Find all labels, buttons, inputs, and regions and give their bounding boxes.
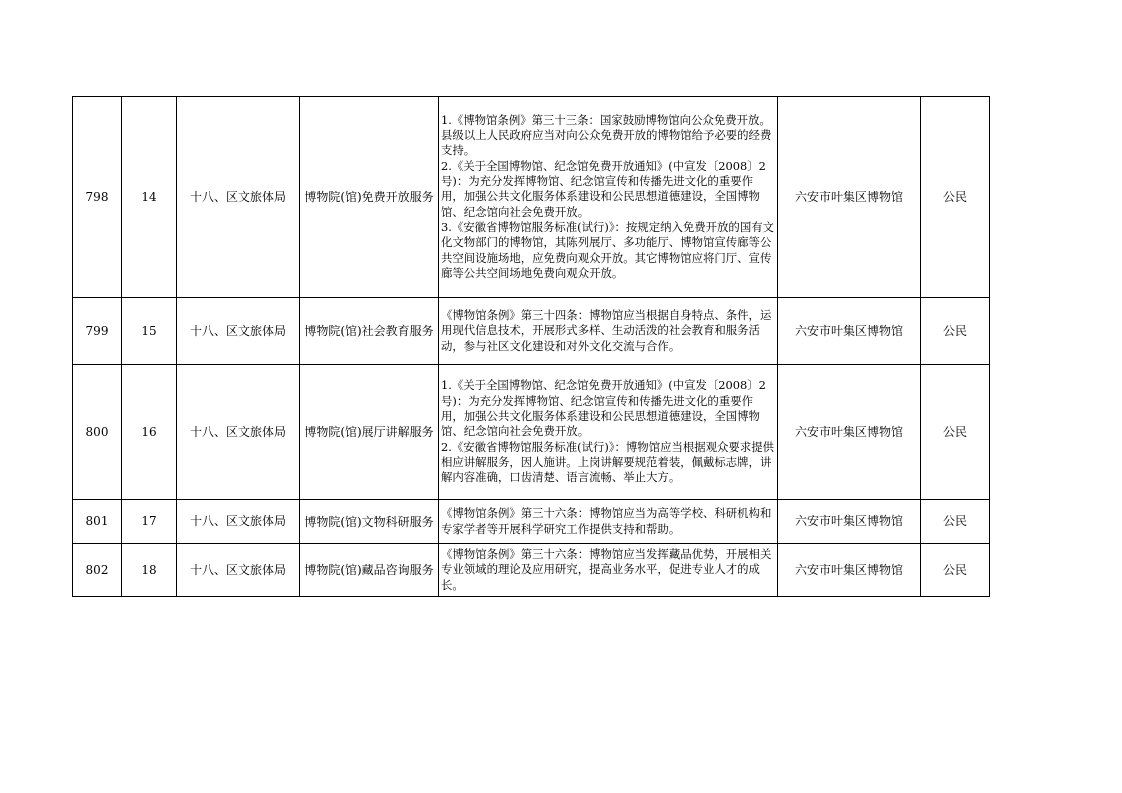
service-name-cell: 博物院(馆)文物科研服务 [300, 500, 439, 544]
legal-basis-cell: 《博物馆条例》第三十四条：博物馆应当根据自身特点、条件，运用现代信息技术，开展形式多样、生动活泼的社会教育和服务活动，参与社区文化建设和对外文化交流与合作。 [439, 298, 778, 365]
legal-basis-cell: 《博物馆条例》第三十六条：博物馆应当为高等学校、科研机构和专家学者等开展科学研究工作提供支持和帮助。 [439, 500, 778, 544]
number-cell: 16 [122, 365, 177, 500]
target-cell: 公民 [921, 544, 990, 597]
number-cell: 17 [122, 500, 177, 544]
seq-cell: 798 [73, 97, 122, 298]
services-table [72, 96, 990, 597]
service-name-cell: 博物院(馆)免费开放服务 [300, 97, 439, 298]
department-cell: 十八、区文旅体局 [177, 97, 300, 298]
number-cell: 15 [122, 298, 177, 365]
department-cell: 十八、区文旅体局 [177, 544, 300, 597]
table-row [73, 97, 990, 298]
provider-cell: 六安市叶集区博物馆 [778, 97, 921, 298]
target-cell: 公民 [921, 97, 990, 298]
target-cell: 公民 [921, 365, 990, 500]
legal-basis-cell: 1.《博物馆条例》第三十三条：国家鼓励博物馆向公众免费开放。县级以上人民政府应当对向公众免费开放的博物馆给予必要的经费支持。 2.《关于全国博物馆、纪念馆免费开放通知》(中宣发〔2008〕2号)：为充分发挥博物馆、纪念馆宣传和传播先进文化的重要作用，加强公共文化服务体系建设和公民思想道德建设，全国博物馆、纪念馆向社会免费开放。 3.《安徽省博物馆服务标准(试行)》：按规定纳入免费开放的国有文化文物部门的博物馆，其陈列展厅、多功能厅、博物馆宣传廊等公共空间设施场地，应免费向观众开放。其它博物馆应将门厅、宣传廊等公共空间场地免费向观众开放。 [439, 97, 778, 298]
department-cell: 十八、区文旅体局 [177, 365, 300, 500]
department-cell: 十八、区文旅体局 [177, 500, 300, 544]
services-table-body [73, 97, 990, 597]
table-row [73, 500, 990, 544]
target-cell: 公民 [921, 298, 990, 365]
service-name-cell: 博物院(馆)社会教育服务 [300, 298, 439, 365]
service-name-cell: 博物院(馆)藏品咨询服务 [300, 544, 439, 597]
seq-cell: 802 [73, 544, 122, 597]
seq-cell: 800 [73, 365, 122, 500]
provider-cell: 六安市叶集区博物馆 [778, 500, 921, 544]
table-row [73, 298, 990, 365]
service-name-cell: 博物院(馆)展厅讲解服务 [300, 365, 439, 500]
seq-cell: 801 [73, 500, 122, 544]
seq-cell: 799 [73, 298, 122, 365]
department-cell: 十八、区文旅体局 [177, 298, 300, 365]
number-cell: 14 [122, 97, 177, 298]
provider-cell: 六安市叶集区博物馆 [778, 365, 921, 500]
provider-cell: 六安市叶集区博物馆 [778, 544, 921, 597]
legal-basis-cell: 1.《关于全国博物馆、纪念馆免费开放通知》(中宣发〔2008〕2号)：为充分发挥博物馆、纪念馆宣传和传播先进文化的重要作用，加强公共文化服务体系建设和公民思想道德建设，全国博物馆、纪念馆向社会免费开放。 2.《安徽省博物馆服务标准(试行)》：博物馆应当根据观众要求提供相应讲解服务，因人施讲。上岗讲解要规范着装，佩戴标志牌，讲解内容准确，口齿清楚、语言流畅、举止大方。 [439, 365, 778, 500]
table-row [73, 365, 990, 500]
provider-cell: 六安市叶集区博物馆 [778, 298, 921, 365]
target-cell: 公民 [921, 500, 990, 544]
table-row [73, 544, 990, 597]
number-cell: 18 [122, 544, 177, 597]
legal-basis-cell: 《博物馆条例》第三十六条：博物馆应当发挥藏品优势，开展相关专业领域的理论及应用研究，提高业务水平，促进专业人才的成长。 [439, 544, 778, 597]
